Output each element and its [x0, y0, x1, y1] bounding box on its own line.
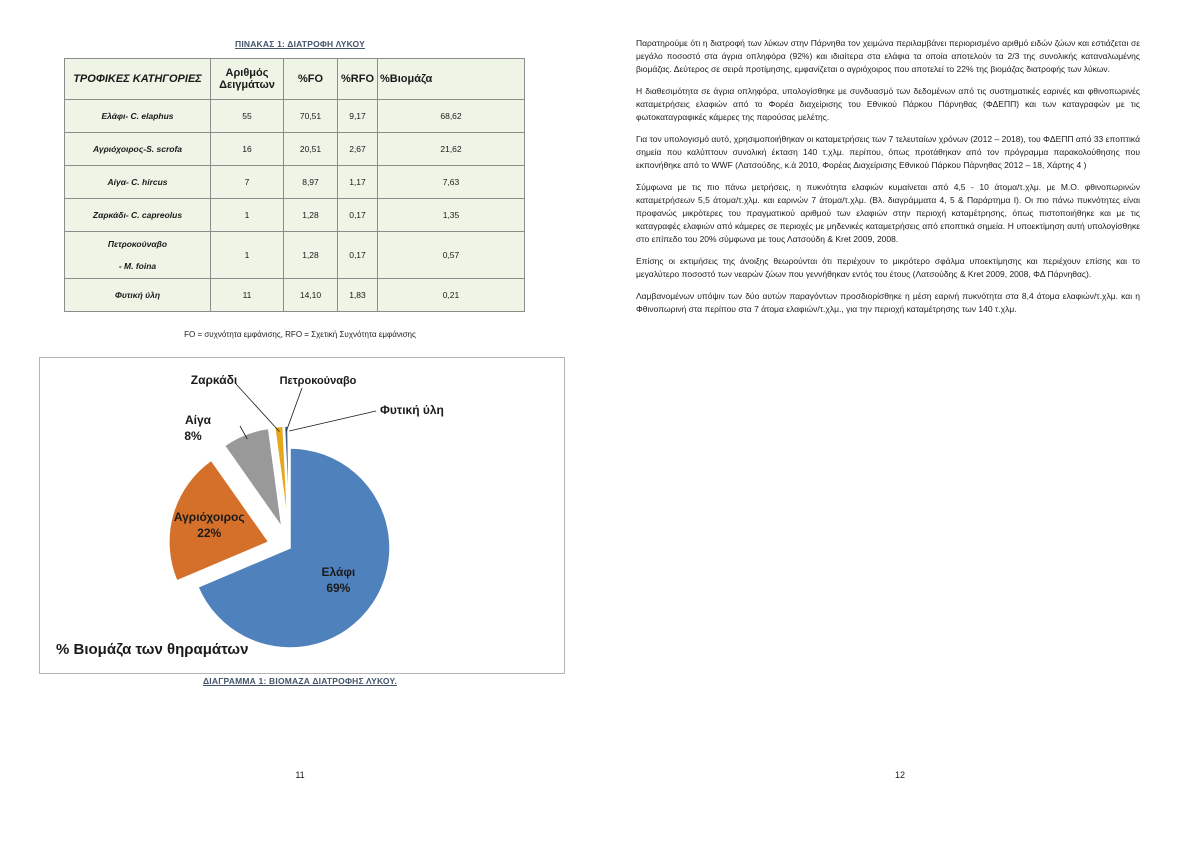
data-label-ελαφι-name: Ελάφι: [321, 565, 356, 580]
table-row: [65, 166, 525, 199]
paragraph: Παρατηρούμε ότι η διατροφή των λύκων στην Πάρνηθα τον χειμώνα περιλαμβάνει περιορισμένο αριθμό ειδών ζώων και εστιάζεται σε μεγάλο ποσοστό στα άγρια οπληφόρα (92%) και ιδιαίτερα στα ελάφια τα οποία αποτελούν τα 2/3 της συνολικής καταναλωμένης βιομάζας. Δεύτερος σε σειρά προτίμησης, εμφανίζεται ο αγριόχοιρος που αποτελεί το 22% της βιομάζας διατροφής των λύκων.: [636, 38, 1140, 74]
cell-category: Αίγα- C. hircus: [65, 166, 211, 199]
cell-category: [65, 232, 211, 279]
table-row: [65, 199, 525, 232]
cell-rfo: 0,17: [338, 199, 378, 232]
cell-samples: 1: [211, 199, 284, 232]
paragraph: Λαμβανομένων υπόψιν των δύο αυτών παραγόντων προσδιορίσθηκε η μέση εαρινή πυκνότητα στα 8,4 άτομα ελαφιών/τ.χλμ. και η Φθινοπωρινή στα περίπου στα 7 άτομα ελαφιών/τ.χλμ., για την περιοχή καταμέτρησης των 140 τ.χλμ.: [636, 291, 1140, 314]
cell-biomass: 1,35: [378, 199, 525, 232]
table-row: [65, 232, 525, 279]
data-label-αιγα-name: Αίγα: [185, 413, 212, 427]
cell-category: Αγριόχοιρος-S. scrofa: [65, 133, 211, 166]
cell-samples: 55: [211, 100, 284, 133]
data-label-ελαφι-value: 69%: [326, 581, 351, 596]
data-label-πετροκουναβο-name: Πετροκούναβο: [279, 375, 357, 387]
cell-category: Ελάφι- C. elaphus: [65, 100, 211, 133]
data-label-αιγα-value: 8%: [184, 429, 202, 443]
header-rfo: %RFO: [338, 59, 378, 100]
cell-fo: 14,10: [284, 279, 338, 312]
header-category: ΤΡΟΦΙΚΕΣ ΚΑΤΗΓΟΡΙΕΣ: [65, 59, 211, 100]
cell-biomass: 7,63: [378, 166, 525, 199]
cell-fo: 70,51: [284, 100, 338, 133]
table-row: [65, 133, 525, 166]
cell-category: Φυτική ύλη: [65, 279, 211, 312]
data-label-αγριοχοιρος-value: 22%: [197, 525, 222, 540]
table-row: [65, 279, 525, 312]
cell-biomass: 0,57: [378, 232, 525, 279]
cell-category-line2: - M. foina: [118, 261, 157, 271]
cell-rfo: 2,67: [338, 133, 378, 166]
table-header-row: [65, 59, 525, 100]
leader-line-φυτικη-υλη: [289, 411, 376, 431]
paragraph: Σύμφωνα με τις πιο πάνω μετρήσεις, η πυκνότητα ελαφιών κυμαίνεται από 4,5 - 10 άτομα/τ.χλμ. με Μ.Ο. φθινοπωρινών καταμετρήσεων 5,5 άτομα/τ.χλμ. και εαρινών 7 άτομα/τ.χλμ. (Βλ. διαγράμματα 4, 5 & Παράρτημα Ι). Οι πιο πάνω πυκνότητες είναι προφανώς μικρότερες του πραγματικού αριθμού των ελαφιών στην περιοχή καταμέτρησης, όπως πιστοποιήθηκε και με τις καταγραφές ελαφιών από κάμερες σε περιοχές με μηδενικές καταμετρήσεις από εποπτικά σημεία. Η υποεκτίμηση αυτή υπολογίσθηκε στο επίπεδο του 20% σύμφωνα με τους Λατσούδη & Kret 2009, 2008.: [636, 182, 1140, 244]
page-number: 12: [894, 770, 905, 780]
cell-fo: 1,28: [284, 199, 338, 232]
cell-biomass: 68,62: [378, 100, 525, 133]
table-row: [65, 100, 525, 133]
cell-fo: 8,97: [284, 166, 338, 199]
header-fo: %FO: [284, 59, 338, 100]
chart-caption: ΔΙΑΓΡΑΜΜΑ 1: ΒΙΟΜΑΖΑ ΔΙΑΤΡΟΦΗΣ ΛΥΚΟΥ.: [202, 676, 397, 686]
paragraph: Για τον υπολογισμό αυτό, χρησιμοποιήθηκαν οι καταμετρήσεις των 7 τελευταίων χρόνων (2012 – 2018), του ΦΔΕΠΠ από 33 εποπτικά σημεία που καλύπτουν συνολική έκταση 140 τ.χλμ. περίπου, όπως προτάθηκαν από τον πρόγραμμα παρακολούθησης που εκπονήθηκε από το WWF (Λατσούδης, κ.ά 2010, Φορέας Διαχείρισης Εθνικού Πάρκου Πάρνηθας 2012 – 18, Χάρτης 4 ): [636, 134, 1140, 170]
data-label-ζαρκαδι-name: Ζαρκάδι: [190, 373, 238, 387]
cell-rfo: 9,17: [338, 100, 378, 133]
leader-line-ζαρκαδι: [236, 384, 279, 431]
table-note: FO = συχνότητα εμφάνισης, RFO = Σχετική Συχνότητα εμφάνισης: [184, 330, 416, 339]
cell-fo: 1,28: [284, 232, 338, 279]
page-number: 11: [295, 770, 305, 780]
paragraph: Επίσης οι εκτιμήσεις της άνοιξης θεωρούνται ότι περιέχουν το μικρότερο σφάλμα υποεκτίμησης και περιέχουν επίσης και το μεγαλύτερο ποσοστό των νεαρών ζώων που γεννήθηκαν εντός του έτους (Λατσούδης & Kret 2009, 2008, ΦΔ Πάρνηθας).: [636, 256, 1140, 279]
pie-chart: [40, 358, 564, 673]
cell-category: Ζαρκάδι- C. capreolus: [65, 199, 211, 232]
pie-chart-box: [39, 357, 565, 674]
cell-rfo: 0,17: [338, 232, 378, 279]
cell-biomass: 21,62: [378, 133, 525, 166]
cell-samples: 16: [211, 133, 284, 166]
cell-samples: 1: [211, 232, 284, 279]
data-label-φυτικη-υλη-name: Φυτική ύλη: [380, 403, 444, 417]
cell-fo: 20,51: [284, 133, 338, 166]
data-label-αγριοχοιρος-name: Αγριόχοιρος: [173, 509, 245, 524]
cell-samples: 7: [211, 166, 284, 199]
cell-samples: 11: [211, 279, 284, 312]
header-biomass: %Βιομάζα: [378, 59, 525, 100]
leader-line-πετροκουναβο: [286, 388, 302, 431]
body-text: [636, 37, 1140, 325]
page-12: [600, 0, 1200, 848]
cell-category-line1: Πετροκούναβο: [107, 239, 168, 249]
chart-title: % Βιομάζα των θηραμάτων: [56, 641, 249, 658]
paragraph: Η διαθεσιμότητα σε άγρια οπληφόρα, υπολογίσθηκε με συνδυασμό των δεδομένων από τις συστηματικές εαρινές και φθινοπωρινές καταμετρήσεις ελαφιών από το Φορέα διαχείρισης του Εθνικού Πάρκου Πάρνηθας (ΦΔΕΠΠ) και των καταγραφών με τις φωτοκαταγραφικές κάμερες της παρούσας μελέτης.: [636, 86, 1140, 122]
table-caption: ΠΙΝΑΚΑΣ 1: ΔΙΑΤΡΟΦΗ ΛΥΚΟΥ: [234, 39, 366, 49]
cell-rfo: 1,83: [338, 279, 378, 312]
header-samples: Αριθμός Δειγμάτων: [211, 59, 284, 100]
cell-biomass: 0,21: [378, 279, 525, 312]
cell-rfo: 1,17: [338, 166, 378, 199]
diet-table: [64, 58, 525, 312]
